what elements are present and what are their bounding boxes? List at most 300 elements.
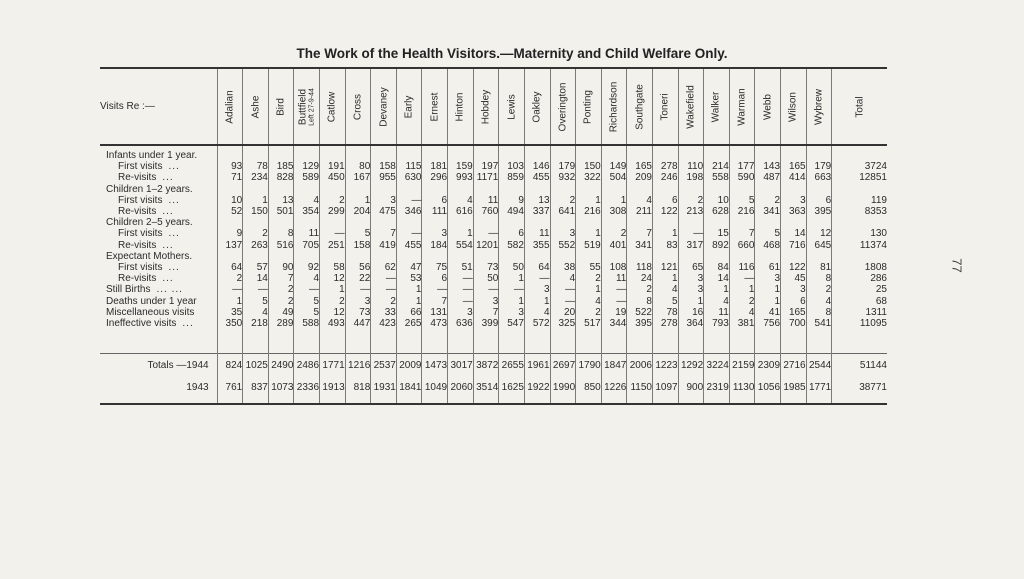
table-cell: 7 bbox=[268, 273, 294, 284]
row-label-text: Deaths under 1 year bbox=[106, 295, 197, 307]
table-cell: 2697 bbox=[550, 354, 576, 376]
table-cell: 1 bbox=[396, 296, 422, 307]
table-cell: 616 bbox=[448, 206, 474, 217]
row-total: 8353 bbox=[832, 206, 887, 217]
column-header-ernest bbox=[422, 69, 448, 145]
table-cell: 299 bbox=[320, 206, 346, 217]
table-cell: 828 bbox=[268, 172, 294, 183]
totals-row bbox=[100, 354, 887, 376]
table-cell: 1223 bbox=[652, 354, 678, 376]
visitor-name: Devaney bbox=[377, 86, 389, 127]
table-cell: 1 bbox=[678, 296, 704, 307]
visitor-name: Toneri bbox=[659, 92, 671, 121]
table-cell: 12 bbox=[806, 228, 832, 239]
column-header-text bbox=[634, 84, 645, 130]
visitor-name: Oakley bbox=[531, 90, 543, 123]
table-cell: 1 bbox=[499, 273, 525, 284]
table-cell: 116 bbox=[729, 262, 755, 273]
table-cell: 6 bbox=[422, 195, 448, 206]
table-cell: 3 bbox=[345, 296, 371, 307]
table-cell: 337 bbox=[524, 206, 550, 217]
table-cell: 1097 bbox=[652, 376, 678, 398]
table-cell: 1 bbox=[755, 296, 781, 307]
table-cell: 4 bbox=[524, 307, 550, 318]
table-cell: 278 bbox=[652, 318, 678, 329]
visitor-note: Left 27-9-44 bbox=[308, 87, 316, 126]
column-header-text bbox=[352, 93, 363, 119]
table-cell: — bbox=[550, 284, 576, 295]
column-header-hinton bbox=[448, 69, 474, 145]
table-cell: 108 bbox=[601, 262, 627, 273]
column-header-buttfield bbox=[294, 69, 320, 145]
table-cell: 181 bbox=[422, 161, 448, 172]
table-cell: 663 bbox=[806, 172, 832, 183]
table-cell: 216 bbox=[576, 206, 602, 217]
table-cell: — bbox=[422, 284, 448, 295]
table-cell: 590 bbox=[729, 172, 755, 183]
table-cell: — bbox=[217, 284, 243, 295]
column-header-text bbox=[480, 89, 491, 123]
table-cell: 57 bbox=[243, 262, 269, 273]
spacer-row bbox=[100, 329, 887, 354]
table-cell: 158 bbox=[345, 240, 371, 251]
table-row bbox=[100, 284, 887, 295]
table-cell: 1049 bbox=[422, 376, 448, 398]
table-cell: 214 bbox=[704, 161, 730, 172]
leader-dots: ... bbox=[168, 262, 180, 274]
table-cell: 3 bbox=[678, 273, 704, 284]
table-cell: 1625 bbox=[499, 376, 525, 398]
table-cell: 1 bbox=[524, 296, 550, 307]
table-cell: 395 bbox=[627, 318, 653, 329]
table-cell: 705 bbox=[294, 240, 320, 251]
table-cell: 2 bbox=[755, 195, 781, 206]
table-cell: 414 bbox=[781, 172, 807, 183]
table-cell: 185 bbox=[268, 161, 294, 172]
row-total: 68 bbox=[832, 296, 887, 307]
table-cell: 660 bbox=[729, 240, 755, 251]
row-total: 286 bbox=[832, 273, 887, 284]
row-label-text: Still Births bbox=[106, 284, 151, 296]
row-total: 1808 bbox=[832, 262, 887, 273]
table-cell: 111 bbox=[422, 206, 448, 217]
table-cell: 1 bbox=[652, 273, 678, 284]
row-label-text: First visits bbox=[118, 228, 163, 240]
visitor-name: Warman bbox=[736, 87, 748, 126]
table-cell: 1 bbox=[652, 228, 678, 239]
table-cell: 572 bbox=[524, 318, 550, 329]
table-cell: 7 bbox=[422, 296, 448, 307]
table-cell: 455 bbox=[396, 240, 422, 251]
row-label bbox=[100, 296, 217, 307]
visitor-name: Wakefield bbox=[685, 84, 697, 129]
table-cell: — bbox=[294, 284, 320, 295]
table-cell: 364 bbox=[678, 318, 704, 329]
page-title: The Work of the Health Visitors.—Maternity and Child Welfare Only. bbox=[296, 46, 728, 61]
table-cell: 158 bbox=[371, 161, 397, 172]
column-header-text bbox=[297, 88, 316, 126]
table-cell: 2309 bbox=[755, 354, 781, 376]
table-cell: 16 bbox=[678, 307, 704, 318]
table-cell: 955 bbox=[371, 172, 397, 183]
table-cell: 423 bbox=[371, 318, 397, 329]
table-cell: 14 bbox=[704, 273, 730, 284]
table-cell: 137 bbox=[217, 240, 243, 251]
table-cell: 11 bbox=[524, 228, 550, 239]
table-cell: 900 bbox=[678, 376, 704, 398]
column-header-text bbox=[608, 81, 619, 132]
table-cell: 66 bbox=[396, 307, 422, 318]
table-cell: 131 bbox=[422, 307, 448, 318]
health-visitors-table bbox=[100, 69, 887, 405]
row-label bbox=[100, 376, 217, 398]
table-cell: 850 bbox=[576, 376, 602, 398]
table-row bbox=[100, 318, 887, 329]
table-cell: — bbox=[448, 296, 474, 307]
table-cell: 5 bbox=[345, 228, 371, 239]
table-cell: 7 bbox=[627, 228, 653, 239]
table-cell: 2486 bbox=[294, 354, 320, 376]
table-cell: 1 bbox=[576, 228, 602, 239]
table-cell: 4 bbox=[729, 307, 755, 318]
table-cell: 346 bbox=[396, 206, 422, 217]
table-cell: 2 bbox=[268, 284, 294, 295]
table-cell: — bbox=[678, 228, 704, 239]
row-label-text: First visits bbox=[118, 161, 163, 173]
table-cell: 3 bbox=[448, 307, 474, 318]
leader-dots: ... bbox=[162, 239, 174, 251]
row-label bbox=[100, 262, 217, 273]
table-cell: 13 bbox=[268, 195, 294, 206]
table-cell: 1 bbox=[729, 284, 755, 295]
column-header-cross bbox=[345, 69, 371, 145]
table-row bbox=[100, 161, 887, 172]
table-cell: 64 bbox=[217, 262, 243, 273]
table-cell: 165 bbox=[627, 161, 653, 172]
table-cell: 83 bbox=[652, 240, 678, 251]
table-cell: 354 bbox=[294, 206, 320, 217]
table-cell: — bbox=[320, 228, 346, 239]
table-cell: — bbox=[396, 195, 422, 206]
table-cell: 892 bbox=[704, 240, 730, 251]
row-total: 1311 bbox=[832, 307, 887, 318]
table-cell: 1 bbox=[704, 284, 730, 295]
table-cell: 4 bbox=[243, 307, 269, 318]
leader-dots: ... bbox=[162, 206, 174, 218]
table-cell: — bbox=[396, 228, 422, 239]
table-cell: 468 bbox=[755, 240, 781, 251]
table-cell: 2537 bbox=[371, 354, 397, 376]
section-row bbox=[100, 150, 887, 161]
row-label bbox=[100, 284, 217, 295]
column-header-text bbox=[685, 85, 696, 129]
table-cell: 322 bbox=[576, 172, 602, 183]
table-cell: 8 bbox=[806, 307, 832, 318]
column-header-text bbox=[224, 90, 235, 123]
table-cell: 824 bbox=[217, 354, 243, 376]
row-total: 11095 bbox=[832, 318, 887, 329]
table-cell: 4 bbox=[652, 284, 678, 295]
table-cell: 837 bbox=[243, 376, 269, 398]
visitor-name: Wybrew bbox=[813, 88, 825, 125]
row-label bbox=[100, 228, 217, 239]
table-cell: 522 bbox=[627, 307, 653, 318]
table-cell: 3 bbox=[781, 195, 807, 206]
table-cell: — bbox=[371, 284, 397, 295]
table-cell: 363 bbox=[781, 206, 807, 217]
table-cell: 793 bbox=[704, 318, 730, 329]
table-cell: 35 bbox=[217, 307, 243, 318]
table-cell: 628 bbox=[704, 206, 730, 217]
column-header-text bbox=[762, 94, 773, 120]
table-cell: 278 bbox=[652, 161, 678, 172]
visitor-name: Lewis bbox=[506, 93, 518, 120]
column-header-text bbox=[455, 92, 466, 121]
table-cell: 64 bbox=[524, 262, 550, 273]
table-cell: 177 bbox=[729, 161, 755, 172]
table-cell: 2 bbox=[601, 228, 627, 239]
table-cell: — bbox=[371, 273, 397, 284]
row-label bbox=[100, 273, 217, 284]
table-cell: 15 bbox=[704, 228, 730, 239]
column-header-ponting bbox=[576, 69, 602, 145]
table-cell: 355 bbox=[524, 240, 550, 251]
visitor-name: Walker bbox=[710, 91, 722, 122]
table-cell: 218 bbox=[243, 318, 269, 329]
table-cell: 1 bbox=[320, 284, 346, 295]
row-label-text: Totals —1944 bbox=[147, 359, 209, 371]
table-cell: 3 bbox=[473, 296, 499, 307]
column-header-text bbox=[736, 88, 747, 125]
table-cell: 1 bbox=[576, 195, 602, 206]
visitor-name: Cross bbox=[352, 93, 364, 120]
table-cell: 1922 bbox=[524, 376, 550, 398]
table-cell: 2159 bbox=[729, 354, 755, 376]
table-cell: 265 bbox=[396, 318, 422, 329]
table-cell: 932 bbox=[550, 172, 576, 183]
table-cell: 3 bbox=[524, 284, 550, 295]
section-row bbox=[100, 184, 887, 195]
table-cell: 8 bbox=[268, 228, 294, 239]
table-cell: 716 bbox=[781, 240, 807, 251]
table-cell: 2544 bbox=[806, 354, 832, 376]
table-cell: 65 bbox=[678, 262, 704, 273]
table-cell: 1473 bbox=[422, 354, 448, 376]
column-header-text bbox=[813, 88, 824, 124]
table-cell: 641 bbox=[550, 206, 576, 217]
table-cell: 10 bbox=[704, 195, 730, 206]
table-cell: 2 bbox=[806, 284, 832, 295]
table-cell: 1841 bbox=[396, 376, 422, 398]
table-cell: 5 bbox=[652, 296, 678, 307]
column-header-text bbox=[429, 92, 440, 121]
table-cell: 2 bbox=[627, 284, 653, 295]
table-cell: 6 bbox=[652, 195, 678, 206]
row-total: 11374 bbox=[832, 240, 887, 251]
table-cell: 4 bbox=[550, 273, 576, 284]
table-cell: 4 bbox=[576, 296, 602, 307]
table-cell: 552 bbox=[550, 240, 576, 251]
table-cell: 350 bbox=[217, 318, 243, 329]
column-header-adalian bbox=[217, 69, 243, 145]
table-cell: 5 bbox=[755, 228, 781, 239]
table-cell: 110 bbox=[678, 161, 704, 172]
table-cell: — bbox=[524, 273, 550, 284]
table-cell: 3 bbox=[781, 284, 807, 295]
table-cell: 2 bbox=[576, 307, 602, 318]
column-header-overington bbox=[550, 69, 576, 145]
column-header-text bbox=[711, 91, 722, 122]
table-cell: 211 bbox=[627, 206, 653, 217]
table-cell: 11 bbox=[294, 228, 320, 239]
table-cell: 33 bbox=[371, 307, 397, 318]
table-cell: 197 bbox=[473, 161, 499, 172]
column-header-total bbox=[832, 69, 887, 145]
table-cell: 1 bbox=[755, 284, 781, 295]
table-cell: 558 bbox=[704, 172, 730, 183]
table-cell: 341 bbox=[627, 240, 653, 251]
table-cell: 50 bbox=[499, 262, 525, 273]
table-cell: 1 bbox=[576, 284, 602, 295]
row-total: 25 bbox=[832, 284, 887, 295]
column-header-toneri bbox=[652, 69, 678, 145]
table-cell: 2 bbox=[268, 296, 294, 307]
table-cell: 473 bbox=[422, 318, 448, 329]
table-cell: 501 bbox=[268, 206, 294, 217]
row-total: 12851 bbox=[832, 172, 887, 183]
table-cell: 143 bbox=[755, 161, 781, 172]
table-cell: 1 bbox=[345, 195, 371, 206]
table-cell: 3 bbox=[550, 228, 576, 239]
table-cell: 204 bbox=[345, 206, 371, 217]
table-cell: 2006 bbox=[627, 354, 653, 376]
table-cell: 494 bbox=[499, 206, 525, 217]
visitor-name: Hinton bbox=[454, 92, 466, 121]
row-label-text: Re-visits bbox=[118, 273, 157, 285]
table-cell: 71 bbox=[217, 172, 243, 183]
table-cell: 8 bbox=[627, 296, 653, 307]
table-cell: 7 bbox=[371, 228, 397, 239]
table-cell: 1150 bbox=[627, 376, 653, 398]
leader-dots: ... ... bbox=[156, 284, 183, 296]
table-cell: 636 bbox=[448, 318, 474, 329]
table-cell: 493 bbox=[320, 318, 346, 329]
table-row bbox=[100, 172, 887, 183]
table-cell: 1847 bbox=[601, 354, 627, 376]
table-cell: 167 bbox=[345, 172, 371, 183]
table-cell: 1201 bbox=[473, 240, 499, 251]
table-cell: 11 bbox=[601, 273, 627, 284]
header-row bbox=[100, 69, 887, 145]
table-cell: 6 bbox=[499, 228, 525, 239]
table-cell: 818 bbox=[345, 376, 371, 398]
row-label-text: 1943 bbox=[186, 381, 209, 393]
table-cell: 216 bbox=[729, 206, 755, 217]
table-cell: 2 bbox=[217, 273, 243, 284]
table-row bbox=[100, 206, 887, 217]
table-cell: 1 bbox=[448, 228, 474, 239]
visitor-name: Ernest bbox=[429, 92, 441, 121]
column-header-warman bbox=[729, 69, 755, 145]
table-cell: 213 bbox=[678, 206, 704, 217]
row-label bbox=[100, 307, 217, 318]
row-label bbox=[100, 240, 217, 251]
table-cell: 7 bbox=[473, 307, 499, 318]
table-cell: 246 bbox=[652, 172, 678, 183]
table-cell: — bbox=[345, 284, 371, 295]
table-cell: 6 bbox=[422, 273, 448, 284]
table-cell: 3 bbox=[755, 273, 781, 284]
column-header-wybrew bbox=[806, 69, 832, 145]
table-cell: 475 bbox=[371, 206, 397, 217]
table-cell: 2319 bbox=[704, 376, 730, 398]
table-cell: 6 bbox=[806, 195, 832, 206]
table-cell: 1171 bbox=[473, 172, 499, 183]
table-cell: 1 bbox=[499, 296, 525, 307]
table-cell: 504 bbox=[601, 172, 627, 183]
row-label-text: Ineffective visits bbox=[106, 318, 177, 330]
table-cell: — bbox=[473, 228, 499, 239]
table-cell: 700 bbox=[781, 318, 807, 329]
table-cell: 12 bbox=[320, 307, 346, 318]
table-cell: 41 bbox=[755, 307, 781, 318]
table-cell: 3872 bbox=[473, 354, 499, 376]
row-label bbox=[100, 318, 217, 329]
table-cell: 541 bbox=[806, 318, 832, 329]
table-cell: 56 bbox=[345, 262, 371, 273]
table-cell: 149 bbox=[601, 161, 627, 172]
table-cell: 1771 bbox=[806, 376, 832, 398]
table-cell: 4 bbox=[294, 195, 320, 206]
table-row bbox=[100, 195, 887, 206]
table-cell: — bbox=[550, 296, 576, 307]
leader-dots: ... bbox=[168, 194, 180, 206]
table-cell: 122 bbox=[781, 262, 807, 273]
table-cell: 209 bbox=[627, 172, 653, 183]
table-cell: — bbox=[601, 284, 627, 295]
table-cell: — bbox=[601, 296, 627, 307]
table-cell: 4 bbox=[704, 296, 730, 307]
table-cell: 455 bbox=[524, 172, 550, 183]
row-label-text: First visits bbox=[118, 194, 163, 206]
row-label-text: Re-visits bbox=[118, 206, 157, 218]
table-cell: 62 bbox=[371, 262, 397, 273]
table-cell: 1 bbox=[396, 284, 422, 295]
table-cell: 58 bbox=[320, 262, 346, 273]
visitor-name: Overington bbox=[557, 82, 569, 131]
table-cell: 50 bbox=[473, 273, 499, 284]
table-cell: 2060 bbox=[448, 376, 474, 398]
row-total: 130 bbox=[832, 228, 887, 239]
table-row bbox=[100, 273, 887, 284]
row-label bbox=[100, 161, 217, 172]
table-row bbox=[100, 296, 887, 307]
table-cell: 2009 bbox=[396, 354, 422, 376]
table-cell: 1961 bbox=[524, 354, 550, 376]
visitor-name: Ashe bbox=[249, 95, 261, 118]
row-total: 51144 bbox=[832, 354, 887, 376]
column-header-lewis bbox=[499, 69, 525, 145]
row-label bbox=[100, 354, 217, 376]
column-header-text bbox=[276, 98, 287, 116]
column-header-text: Total bbox=[854, 95, 866, 118]
column-header-text bbox=[583, 90, 594, 124]
table-cell: 1292 bbox=[678, 354, 704, 376]
table-cell: — bbox=[729, 273, 755, 284]
table-cell: — bbox=[448, 273, 474, 284]
table-cell: 24 bbox=[627, 273, 653, 284]
table-cell: 234 bbox=[243, 172, 269, 183]
